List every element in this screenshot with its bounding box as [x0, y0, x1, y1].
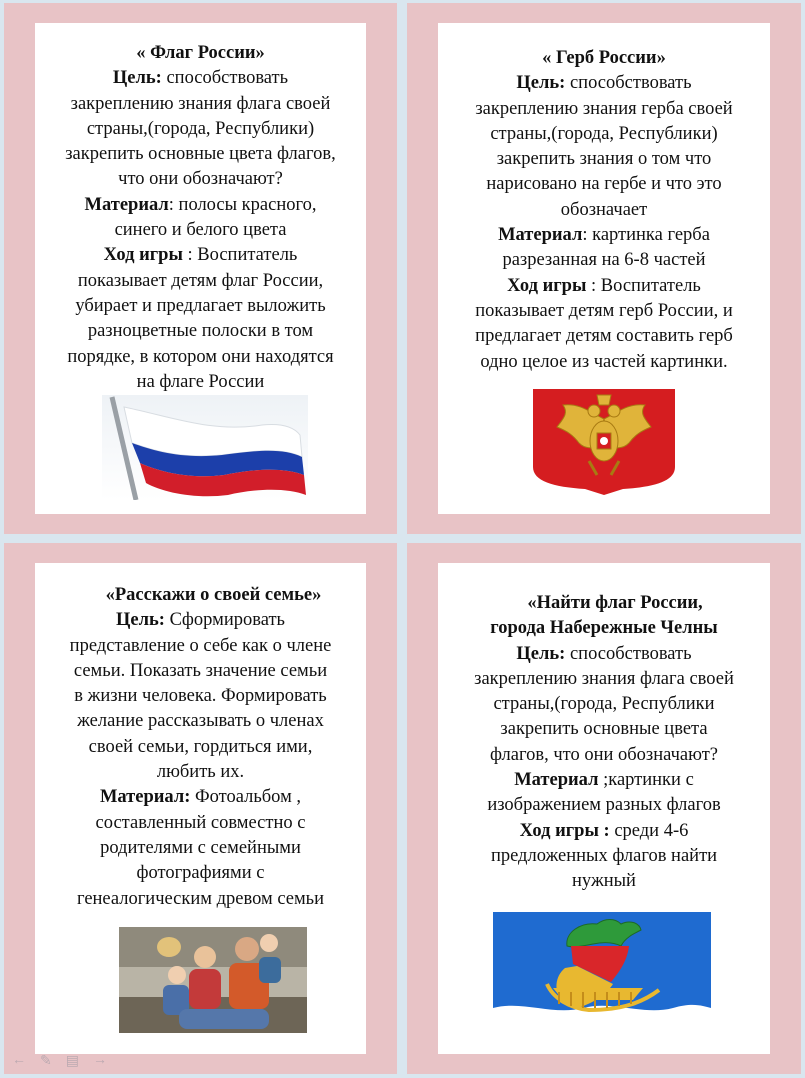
goal-text: семьи. Показать значение семьи	[73, 660, 328, 681]
card-title: «Найти флаг России,	[527, 593, 703, 613]
material-paragraph	[35, 785, 366, 810]
goal-text: закрепить основные цвета	[500, 719, 708, 740]
game-text: предлагает детям составить герб	[475, 326, 733, 347]
card-content	[438, 23, 770, 514]
goal-text: закрепить знания о том что	[496, 149, 712, 170]
card-find-flag-game	[407, 543, 801, 1074]
game-paragraph	[438, 819, 770, 844]
card-text	[438, 46, 770, 375]
game-text: среди 4-6	[609, 820, 689, 841]
goal-paragraph	[438, 71, 770, 96]
card-title: «Расскажи о своей семье»	[105, 585, 322, 605]
goal-text: закреплению знания флага своей	[70, 93, 331, 114]
goal-text: закреплению знания флага своей	[474, 668, 734, 689]
goal-text: способствовать	[565, 643, 692, 664]
material-label: Материал	[84, 194, 169, 215]
game-text: убирает и предлагает выложить	[75, 295, 326, 316]
pen-icon[interactable]: ✎	[40, 1054, 52, 1069]
card-text	[438, 591, 770, 895]
material-text: : полосы красного,	[168, 194, 317, 215]
goal-paragraph	[438, 642, 770, 667]
card-content	[438, 563, 770, 1054]
card-content	[35, 563, 366, 1054]
goal-text: способствовать	[161, 68, 289, 89]
card-title: « Герб России»	[542, 48, 666, 68]
goal-text: что они обозначают?	[118, 169, 283, 190]
russian-flag-image	[102, 395, 308, 500]
arrow-left-icon[interactable]: ←	[12, 1053, 26, 1068]
material-text: изображением разных флагов	[487, 795, 721, 816]
naberezhnye-chelny-flag-image	[493, 912, 711, 1028]
slide-nav-controls	[12, 1053, 107, 1070]
goal-text: страны,(города, Республики)	[490, 123, 718, 144]
card-text	[35, 583, 366, 912]
game-label: Ход игры	[507, 275, 587, 296]
goal-text: закреплению знания герба своей	[475, 98, 733, 119]
material-text: Фотоальбом ,	[190, 787, 302, 808]
card-title-line2: города Набережные Челны	[490, 618, 718, 639]
material-text: ;картинки с	[598, 770, 694, 791]
goal-text: флагов, что они обозначают?	[489, 744, 718, 765]
goal-text: своей семьи, гордиться ими,	[88, 736, 313, 757]
game-text: разноцветные полоски в том	[87, 321, 314, 342]
material-text: составленный совместно с	[95, 812, 306, 833]
game-label: Ход игры :	[519, 820, 610, 841]
card-text	[35, 41, 366, 395]
card-russian-flag-game	[4, 3, 397, 534]
goal-text: обозначает	[560, 199, 648, 220]
arrow-right-icon[interactable]: →	[92, 1053, 107, 1068]
material-label: Материал	[498, 225, 583, 246]
material-text: фотографиями с	[136, 863, 265, 884]
game-paragraph	[438, 274, 770, 299]
goal-text: любить их.	[156, 762, 245, 783]
card-title: « Флаг России»	[136, 43, 265, 63]
goal-label: Цель:	[516, 73, 566, 94]
goal-text: желание рассказывать о членах	[77, 711, 324, 732]
goal-text: страны,(города, Республики	[493, 694, 715, 715]
goal-text: страны,(города, Республики)	[86, 118, 315, 139]
material-text: синего и белого цвета	[114, 220, 287, 241]
menu-icon[interactable]: ▤	[65, 1054, 79, 1069]
goal-label: Цель:	[112, 68, 162, 89]
material-paragraph	[35, 193, 366, 218]
game-label: Ход игры	[103, 245, 183, 266]
material-label: Материал	[514, 770, 599, 791]
game-text: нужный	[572, 871, 636, 892]
card-content	[35, 23, 366, 514]
family-photo-image	[119, 927, 307, 1033]
goal-text: представление о себе как о члене	[69, 635, 332, 656]
russian-coat-of-arms-image	[527, 383, 681, 496]
goal-paragraph	[35, 66, 366, 91]
goal-text: в жизни человека. Формировать	[74, 686, 327, 707]
material-text: разрезанная на 6-8 частей	[502, 250, 706, 271]
material-text: родителями с семейными	[100, 837, 301, 858]
card-coat-of-arms-game	[407, 3, 801, 534]
goal-text: нарисовано на гербе и что это	[486, 174, 722, 195]
game-text: показывает детям герб России, и	[475, 300, 733, 321]
game-text: : Воспитатель	[586, 275, 701, 296]
material-label: Материал:	[99, 787, 191, 808]
material-paragraph	[438, 768, 770, 793]
goal-text: закрепить основные цвета флагов,	[65, 144, 336, 165]
game-text: : Воспитатель	[182, 245, 298, 266]
material-text: : картинка герба	[582, 225, 710, 246]
card-family-story-game	[4, 543, 397, 1074]
goal-paragraph	[35, 608, 366, 633]
material-paragraph	[438, 223, 770, 248]
material-text: генеалогическим древом семьи	[76, 888, 325, 909]
game-text: предложенных флагов найти	[490, 845, 718, 866]
goal-text: способствовать	[565, 73, 692, 94]
game-text: на флаге России	[136, 371, 265, 392]
game-text: одно целое из частей картинки.	[480, 351, 728, 372]
game-paragraph	[35, 243, 366, 268]
goal-label: Цель:	[516, 643, 566, 664]
game-text: показывает детям флаг России,	[77, 270, 324, 291]
game-text: порядке, в котором они находятся	[67, 346, 334, 367]
goal-text: Сформировать	[164, 610, 285, 631]
goal-label: Цель:	[116, 610, 165, 631]
